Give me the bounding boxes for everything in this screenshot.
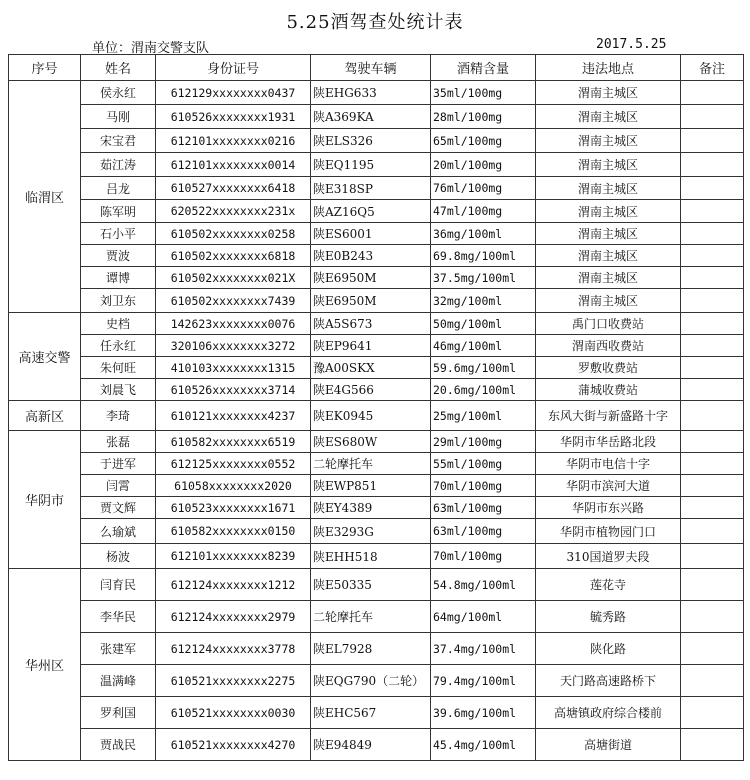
location-cell: 渭南主城区 [536,200,681,223]
alcohol-cell: 35ml/100mg [431,81,536,105]
id-number-cell: 610502xxxxxxxx021X [156,267,311,289]
name-cell: 任永红 [81,335,156,357]
name-cell: 张建军 [81,633,156,665]
location-cell: 禹门口收费站 [536,313,681,335]
vehicle-cell: 二轮摩托车 [311,601,431,633]
id-number-cell: 610521xxxxxxxx2275 [156,665,311,697]
table-row [9,223,744,245]
alcohol-cell: 70ml/100mg [431,544,536,569]
unit-label: 单位：渭南交警支队 [92,41,210,56]
id-number-cell: 610502xxxxxxxx7439 [156,289,311,313]
name-cell: 史档 [81,313,156,335]
vehicle-cell: 陕E94849 [311,729,431,761]
vehicle-cell: 陕ES680W [311,431,431,453]
table-row [9,105,744,129]
name-cell: 刘卫东 [81,289,156,313]
table-row [9,475,744,497]
id-number-cell: 610523xxxxxxxx1671 [156,497,311,519]
id-number-cell: 142623xxxxxxxx0076 [156,313,311,335]
remarks-cell [681,267,744,289]
name-cell: 朱何旺 [81,357,156,379]
alcohol-cell: 63ml/100mg [431,497,536,519]
name-cell: 贾文辉 [81,497,156,519]
location-cell: 毓秀路 [536,601,681,633]
district-cell: 华阴市 [9,431,81,569]
alcohol-cell: 70ml/100mg [431,475,536,497]
remarks-cell [681,475,744,497]
remarks-cell [681,519,744,544]
header-row [9,55,744,81]
id-number-cell: 61058xxxxxxxx2020 [156,475,311,497]
col-header-location: 违法地点 [536,55,681,81]
remarks-cell [681,497,744,519]
name-cell: 侯永红 [81,81,156,105]
location-cell: 陕化路 [536,633,681,665]
vehicle-cell: 陕ES6001 [311,223,431,245]
table-row [9,697,744,729]
alcohol-cell: 65ml/100mg [431,129,536,153]
id-number-cell: 612101xxxxxxxx0216 [156,129,311,153]
location-cell: 渭南主城区 [536,289,681,313]
col-header-id: 身份证号 [156,55,311,81]
vehicle-cell: 陕A5S673 [311,313,431,335]
alcohol-cell: 28ml/100mg [431,105,536,129]
name-cell: 温满峰 [81,665,156,697]
district-cell: 华州区 [9,569,81,761]
alcohol-cell: 20.6mg/100ml [431,379,536,401]
name-cell: 石小平 [81,223,156,245]
location-cell: 罗敷收费站 [536,357,681,379]
district-cell: 临渭区 [9,81,81,313]
alcohol-cell: 37.4mg/100ml [431,633,536,665]
name-cell: 宋宝君 [81,129,156,153]
col-header-name: 姓名 [81,55,156,81]
table-row [9,665,744,697]
remarks-cell [681,665,744,697]
alcohol-cell: 29ml/100mg [431,431,536,453]
location-cell: 310国道罗夫段 [536,544,681,569]
alcohol-cell: 59.6mg/100ml [431,357,536,379]
name-cell: 贾战民 [81,729,156,761]
location-cell: 蒲城收费站 [536,379,681,401]
vehicle-cell: 陕E50335 [311,569,431,601]
table-row [9,379,744,401]
name-cell: 吕龙 [81,177,156,200]
name-cell: 闫育民 [81,569,156,601]
id-number-cell: 610521xxxxxxxx4270 [156,729,311,761]
id-number-cell: 320106xxxxxxxx3272 [156,335,311,357]
remarks-cell [681,453,744,475]
alcohol-cell: 54.8mg/100ml [431,569,536,601]
vehicle-cell: 陕EL7928 [311,633,431,665]
name-cell: 贾波 [81,245,156,267]
name-cell: 刘晨飞 [81,379,156,401]
alcohol-cell: 63ml/100mg [431,519,536,544]
vehicle-cell: 豫A00SKX [311,357,431,379]
table-row [9,177,744,200]
table-row [9,200,744,223]
vehicle-cell: 陕EHC567 [311,697,431,729]
alcohol-cell: 64mg/100ml [431,601,536,633]
location-cell: 华阴市电信十字 [536,453,681,475]
id-number-cell: 410103xxxxxxxx1315 [156,357,311,379]
table-row [9,245,744,267]
remarks-cell [681,313,744,335]
district-cell: 高速交警 [9,313,81,401]
name-cell: 茹江涛 [81,153,156,177]
remarks-cell [681,401,744,431]
location-cell: 东风大街与新盛路十字 [536,401,681,431]
table-row [9,544,744,569]
id-number-cell: 612129xxxxxxxx0437 [156,81,311,105]
vehicle-cell: 陕EWP851 [311,475,431,497]
id-number-cell: 620522xxxxxxxx231x [156,200,311,223]
vehicle-cell: 陕E6950M [311,267,431,289]
remarks-cell [681,729,744,761]
location-cell: 华阴市东兴路 [536,497,681,519]
name-cell: 张磊 [81,431,156,453]
location-cell: 高塘街道 [536,729,681,761]
remarks-cell [681,431,744,453]
id-number-cell: 612101xxxxxxxx0014 [156,153,311,177]
name-cell: 李华民 [81,601,156,633]
col-header-vehicle: 驾驶车辆 [311,55,431,81]
alcohol-cell: 76ml/100mg [431,177,536,200]
vehicle-cell: 陕EQG790（二轮） [311,665,431,697]
name-cell: 罗利国 [81,697,156,729]
id-number-cell: 612124xxxxxxxx3778 [156,633,311,665]
remarks-cell [681,357,744,379]
district-cell: 高新区 [9,401,81,431]
location-cell: 华阴市植物园门口 [536,519,681,544]
table-row [9,289,744,313]
table-row [9,153,744,177]
remarks-cell [681,289,744,313]
remarks-cell [681,129,744,153]
remarks-cell [681,245,744,267]
name-cell: 于进军 [81,453,156,475]
location-cell: 天门路高速路桥下 [536,665,681,697]
dui-statistics-table [8,54,744,761]
name-cell: 么瑜斌 [81,519,156,544]
id-number-cell: 612101xxxxxxxx8239 [156,544,311,569]
id-number-cell: 610121xxxxxxxx4237 [156,401,311,431]
remarks-cell [681,633,744,665]
location-cell: 渭南主城区 [536,129,681,153]
remarks-cell [681,81,744,105]
alcohol-cell: 55ml/100mg [431,453,536,475]
alcohol-cell: 37.5mg/100ml [431,267,536,289]
id-number-cell: 610527xxxxxxxx6418 [156,177,311,200]
remarks-cell [681,223,744,245]
location-cell: 渭南主城区 [536,245,681,267]
vehicle-cell: 陕AZ16Q5 [311,200,431,223]
alcohol-cell: 20ml/100mg [431,153,536,177]
vehicle-cell: 陕EY4389 [311,497,431,519]
alcohol-cell: 45.4mg/100ml [431,729,536,761]
remarks-cell [681,544,744,569]
table-row [9,267,744,289]
location-cell: 渭南主城区 [536,267,681,289]
id-number-cell: 610521xxxxxxxx0030 [156,697,311,729]
location-cell: 华阴市滨河大道 [536,475,681,497]
alcohol-cell: 69.8mg/100ml [431,245,536,267]
vehicle-cell: 陕E3293G [311,519,431,544]
remarks-cell [681,601,744,633]
alcohol-cell: 32mg/100ml [431,289,536,313]
alcohol-cell: 79.4mg/100ml [431,665,536,697]
location-cell: 渭南主城区 [536,177,681,200]
table-row [9,497,744,519]
name-cell: 闫霄 [81,475,156,497]
alcohol-cell: 47ml/100mg [431,200,536,223]
alcohol-cell: 46mg/100ml [431,335,536,357]
table-row [9,401,744,431]
id-number-cell: 612124xxxxxxxx1212 [156,569,311,601]
vehicle-cell: 陕E0B243 [311,245,431,267]
location-cell: 渭南主城区 [536,81,681,105]
vehicle-cell: 陕A369KA [311,105,431,129]
vehicle-cell: 陕EP9641 [311,335,431,357]
alcohol-cell: 36mg/100ml [431,223,536,245]
name-cell: 马刚 [81,105,156,129]
vehicle-cell: 陕E318SP [311,177,431,200]
location-cell: 华阴市华岳路北段 [536,431,681,453]
vehicle-cell: 陕ELS326 [311,129,431,153]
remarks-cell [681,697,744,729]
id-number-cell: 610502xxxxxxxx6818 [156,245,311,267]
id-number-cell: 610582xxxxxxxx0150 [156,519,311,544]
alcohol-cell: 39.6mg/100ml [431,697,536,729]
table-row [9,633,744,665]
table-row [9,519,744,544]
remarks-cell [681,200,744,223]
vehicle-cell: 二轮摩托车 [311,453,431,475]
remarks-cell [681,379,744,401]
table-row [9,335,744,357]
location-cell: 莲花寺 [536,569,681,601]
table-row [9,431,744,453]
vehicle-cell: 陕EHG633 [311,81,431,105]
id-number-cell: 612124xxxxxxxx2979 [156,601,311,633]
remarks-cell [681,569,744,601]
table-row [9,129,744,153]
alcohol-cell: 25mg/100ml [431,401,536,431]
col-header-alcohol: 酒精含量 [431,55,536,81]
vehicle-cell: 陕E6950M [311,289,431,313]
location-cell: 渭南主城区 [536,223,681,245]
date-label: 2017.5.25 [596,37,667,52]
remarks-cell [681,105,744,129]
table-row [9,453,744,475]
table-row [9,569,744,601]
id-number-cell: 610582xxxxxxxx6519 [156,431,311,453]
name-cell: 杨波 [81,544,156,569]
name-cell: 李琦 [81,401,156,431]
remarks-cell [681,153,744,177]
name-cell: 谭博 [81,267,156,289]
location-cell: 渭南主城区 [536,153,681,177]
id-number-cell: 610526xxxxxxxx1931 [156,105,311,129]
remarks-cell [681,177,744,200]
col-header-index: 序号 [9,55,81,81]
table-row [9,81,744,105]
vehicle-cell: 陕EQ1195 [311,153,431,177]
table-row [9,313,744,335]
id-number-cell: 610502xxxxxxxx0258 [156,223,311,245]
name-cell: 陈军明 [81,200,156,223]
id-number-cell: 612125xxxxxxxx0552 [156,453,311,475]
vehicle-cell: 陕EHH518 [311,544,431,569]
vehicle-cell: 陕EK0945 [311,401,431,431]
location-cell: 渭南西收费站 [536,335,681,357]
id-number-cell: 610526xxxxxxxx3714 [156,379,311,401]
alcohol-cell: 50mg/100ml [431,313,536,335]
remarks-cell [681,335,744,357]
col-header-remarks: 备注 [681,55,744,81]
vehicle-cell: 陕E4G566 [311,379,431,401]
table-row [9,357,744,379]
location-cell: 高塘镇政府综合楼前 [536,697,681,729]
table-row [9,729,744,761]
location-cell: 渭南主城区 [536,105,681,129]
table-row [9,601,744,633]
page-title: 5.25酒驾查处统计表 [286,12,464,33]
